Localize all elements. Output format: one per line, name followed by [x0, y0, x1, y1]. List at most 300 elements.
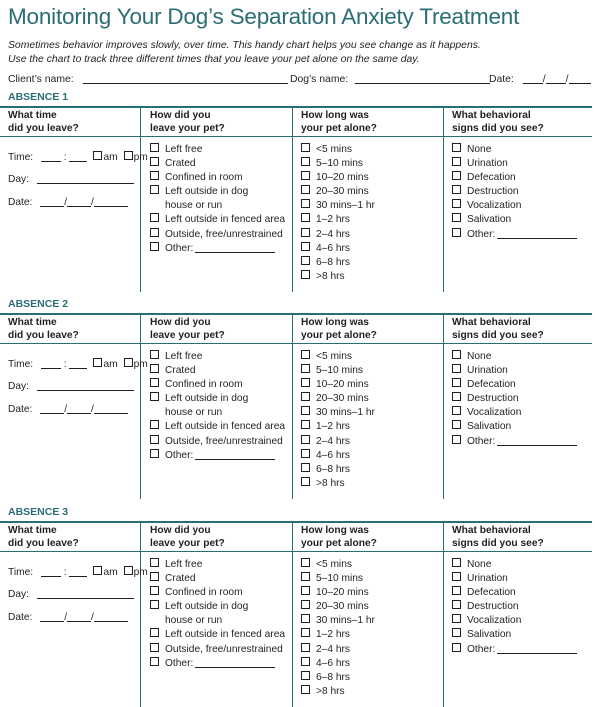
header-line: How did you	[150, 317, 211, 328]
checkbox[interactable]	[301, 477, 310, 486]
pm-checkbox[interactable]	[124, 151, 133, 160]
header-line: How did you	[150, 110, 211, 121]
other-field[interactable]	[195, 243, 275, 253]
checkbox[interactable]	[301, 435, 310, 444]
checkbox[interactable]	[150, 185, 159, 194]
header-line: leave your pet?	[150, 537, 225, 549]
option-item[interactable]	[150, 213, 285, 227]
other-field[interactable]	[195, 450, 275, 460]
checkbox[interactable]	[452, 614, 461, 623]
time-header	[8, 525, 79, 550]
option-item[interactable]	[301, 270, 375, 284]
option-label: Other:	[467, 435, 496, 447]
how-options	[150, 350, 285, 463]
checkbox[interactable]	[301, 228, 310, 237]
header-line: What time	[8, 525, 57, 536]
checkbox[interactable]	[301, 558, 310, 567]
checkbox[interactable]	[150, 350, 159, 359]
option-item[interactable]	[150, 420, 285, 434]
other-field[interactable]	[195, 658, 275, 668]
option-item[interactable]	[150, 157, 285, 171]
checkbox[interactable]	[301, 586, 310, 595]
option-label: 20–30 mins	[316, 393, 369, 405]
checkbox[interactable]	[301, 350, 310, 359]
option-item[interactable]	[452, 143, 577, 157]
option-item[interactable]	[452, 350, 577, 364]
checkbox[interactable]	[301, 600, 310, 609]
sign-options	[452, 143, 577, 242]
option-item[interactable]	[301, 420, 375, 434]
checkbox[interactable]	[150, 558, 159, 567]
option-item[interactable]	[150, 614, 285, 628]
option-label: Left free	[165, 144, 203, 155]
dog-name-label: Dog’s name:	[290, 74, 349, 85]
section-rule	[0, 313, 592, 315]
option-label: 5–10 mins	[316, 365, 364, 377]
option-label: 5–10 mins	[316, 158, 364, 170]
checkbox[interactable]	[452, 572, 461, 581]
how-header	[150, 317, 225, 342]
option-item[interactable]	[301, 477, 375, 491]
other-field[interactable]	[497, 229, 577, 239]
leave-month-field[interactable]	[40, 196, 64, 207]
option-item[interactable]	[452, 364, 577, 378]
am-label: am	[103, 152, 118, 163]
leave-year-field[interactable]	[94, 403, 128, 414]
checkbox[interactable]	[452, 199, 461, 208]
option-label: None	[467, 351, 492, 362]
header-rule	[293, 136, 443, 137]
sign-options	[452, 558, 577, 657]
option-label: house or run	[165, 200, 223, 212]
option-item[interactable]	[452, 199, 577, 213]
checkbox[interactable]	[301, 406, 310, 415]
option-item[interactable]	[452, 228, 577, 242]
time-hour-field[interactable]	[41, 358, 61, 369]
option-label: 4–6 hrs	[316, 657, 350, 669]
header-line: What time	[8, 317, 57, 328]
checkbox[interactable]	[301, 420, 310, 429]
header-rule	[293, 343, 443, 344]
time-hour-field[interactable]	[41, 566, 61, 577]
checkbox[interactable]	[301, 614, 310, 623]
checkbox[interactable]	[452, 628, 461, 637]
option-label: Confined in room	[165, 172, 243, 184]
option-item[interactable]	[301, 242, 375, 256]
option-item[interactable]	[150, 392, 285, 406]
checkbox[interactable]	[301, 378, 310, 387]
option-item[interactable]	[452, 572, 577, 586]
option-item[interactable]	[452, 157, 577, 171]
option-item[interactable]	[452, 213, 577, 227]
day-field[interactable]	[37, 380, 134, 391]
duration-header	[301, 317, 377, 342]
checkbox[interactable]	[150, 143, 159, 152]
option-label: >8 hrs	[316, 270, 345, 282]
option-item[interactable]	[150, 242, 285, 256]
option-item[interactable]	[301, 628, 375, 642]
duration-header	[301, 525, 377, 550]
option-item[interactable]	[301, 157, 375, 171]
option-label: Vocalization	[467, 407, 522, 419]
leave-day-field[interactable]	[67, 403, 91, 414]
checkbox[interactable]	[452, 600, 461, 609]
option-item[interactable]	[150, 558, 285, 572]
date-slash: /	[64, 197, 68, 208]
option-label: 5–10 mins	[316, 573, 364, 585]
other-field[interactable]	[497, 644, 577, 654]
duration-header	[301, 110, 377, 135]
option-label: Left free	[165, 351, 203, 362]
option-item[interactable]	[150, 143, 285, 157]
option-label: 6–8 hrs	[316, 256, 350, 268]
dog-name-row	[290, 73, 490, 85]
header-line: your pet alone?	[301, 537, 377, 549]
option-label: 6–8 hrs	[316, 463, 350, 475]
option-item[interactable]	[301, 657, 375, 671]
option-label: Left outside in fenced area	[165, 421, 286, 433]
header-line: How long was	[301, 110, 369, 121]
intro-line-2: Use the chart to track three different times that you leave your pet alone on the same day.	[8, 54, 420, 65]
checkbox[interactable]	[301, 643, 310, 652]
date-label: Date:	[489, 74, 514, 85]
option-label: Confined in room	[165, 379, 243, 391]
option-item[interactable]	[452, 600, 577, 614]
option-label: 2–4 hrs	[316, 228, 350, 240]
option-item[interactable]	[452, 378, 577, 392]
option-label: None	[467, 559, 492, 570]
day-field[interactable]	[37, 173, 134, 184]
option-item[interactable]	[150, 378, 285, 392]
checkbox[interactable]	[452, 378, 461, 387]
option-item[interactable]	[301, 614, 375, 628]
dog-name-field[interactable]	[355, 73, 490, 84]
checkbox[interactable]	[150, 449, 159, 458]
date-slash: /	[565, 74, 569, 85]
option-item[interactable]	[301, 213, 375, 227]
header-rule	[444, 343, 592, 344]
option-item[interactable]	[150, 449, 285, 463]
pm-checkbox[interactable]	[124, 358, 133, 367]
checkbox[interactable]	[452, 406, 461, 415]
header-line: your pet alone?	[301, 122, 377, 134]
option-item[interactable]	[301, 463, 375, 477]
option-label: Defecation	[467, 379, 516, 391]
checkbox[interactable]	[301, 449, 310, 458]
time-minute-field[interactable]	[69, 358, 87, 369]
header-line: leave your pet?	[150, 329, 225, 341]
option-item[interactable]	[301, 378, 375, 392]
option-label: Defecation	[467, 172, 516, 184]
option-item[interactable]	[301, 600, 375, 614]
option-item[interactable]	[301, 185, 375, 199]
option-label: >8 hrs	[316, 685, 345, 697]
checkbox[interactable]	[150, 657, 159, 666]
duration-options	[301, 558, 375, 699]
option-item[interactable]	[301, 558, 375, 572]
checkbox[interactable]	[301, 242, 310, 251]
leave-date-label: Date:	[8, 197, 33, 208]
checkbox[interactable]	[150, 586, 159, 595]
date-slash: /	[64, 612, 68, 623]
option-item[interactable]	[301, 449, 375, 463]
checkbox[interactable]	[301, 392, 310, 401]
option-item[interactable]	[452, 643, 577, 657]
checkbox[interactable]	[150, 213, 159, 222]
option-item[interactable]	[150, 600, 285, 614]
header-rule	[141, 551, 292, 552]
absence-section	[0, 91, 600, 291]
checkbox[interactable]	[452, 586, 461, 595]
checkbox[interactable]	[150, 171, 159, 180]
option-label: 4–6 hrs	[316, 242, 350, 254]
checkbox[interactable]	[452, 350, 461, 359]
option-item[interactable]	[452, 435, 577, 449]
option-label: 6–8 hrs	[316, 671, 350, 683]
option-item[interactable]	[301, 643, 375, 657]
option-item[interactable]	[301, 228, 375, 242]
option-label: 2–4 hrs	[316, 643, 350, 655]
day-label: Day:	[8, 589, 29, 600]
checkbox[interactable]	[150, 242, 159, 251]
signs-header	[452, 525, 544, 550]
header-rule	[444, 136, 592, 137]
option-item[interactable]	[452, 171, 577, 185]
leave-date-row	[8, 403, 128, 415]
checkbox[interactable]	[301, 199, 310, 208]
am-checkbox[interactable]	[93, 151, 102, 160]
checkbox[interactable]	[150, 392, 159, 401]
absence-title: ABSENCE 3	[8, 506, 69, 518]
header-rule	[0, 136, 140, 137]
checkbox[interactable]	[301, 270, 310, 279]
header-rule	[293, 551, 443, 552]
option-label: Vocalization	[467, 200, 522, 212]
option-item[interactable]	[301, 685, 375, 699]
am-checkbox[interactable]	[93, 358, 102, 367]
option-item[interactable]	[452, 586, 577, 600]
header-line: signs did you see?	[452, 329, 544, 341]
time-hour-field[interactable]	[41, 151, 61, 162]
day-row	[8, 380, 134, 392]
checkbox[interactable]	[452, 420, 461, 429]
am-label: am	[103, 359, 118, 370]
checkbox[interactable]	[301, 171, 310, 180]
option-item[interactable]	[150, 199, 285, 213]
option-item[interactable]	[452, 392, 577, 406]
date-slash: /	[64, 404, 68, 415]
checkbox[interactable]	[301, 185, 310, 194]
header-line: How long was	[301, 525, 369, 536]
option-item[interactable]	[150, 657, 285, 671]
option-item[interactable]	[150, 435, 285, 449]
checkbox[interactable]	[452, 213, 461, 222]
checkbox[interactable]	[452, 392, 461, 401]
day-label: Day:	[8, 174, 29, 185]
checkbox[interactable]	[150, 157, 159, 166]
section-rule	[0, 521, 592, 523]
checkbox[interactable]	[452, 185, 461, 194]
leave-date-row	[8, 196, 128, 208]
checkbox[interactable]	[301, 463, 310, 472]
option-label: Destruction	[467, 393, 519, 405]
time-row	[8, 566, 148, 578]
checkbox[interactable]	[150, 572, 159, 581]
time-colon: :	[63, 359, 67, 370]
option-item[interactable]	[301, 572, 375, 586]
option-item[interactable]	[301, 586, 375, 600]
checkbox[interactable]	[301, 572, 310, 581]
option-item[interactable]	[150, 643, 285, 657]
client-name-field[interactable]	[83, 73, 288, 84]
option-label: Other:	[467, 228, 496, 240]
checkbox[interactable]	[301, 143, 310, 152]
duration-options	[301, 350, 375, 491]
header-line: What behavioral	[452, 317, 531, 328]
am-checkbox[interactable]	[93, 566, 102, 575]
option-item[interactable]	[301, 350, 375, 364]
checkbox[interactable]	[150, 435, 159, 444]
option-item[interactable]	[301, 256, 375, 270]
checkbox[interactable]	[150, 600, 159, 609]
checkbox[interactable]	[452, 643, 461, 652]
option-item[interactable]	[301, 406, 375, 420]
option-label: Crated	[165, 573, 196, 585]
date-year-field[interactable]	[569, 73, 591, 84]
time-header	[8, 317, 79, 342]
option-item[interactable]	[301, 171, 375, 185]
checkbox[interactable]	[301, 157, 310, 166]
client-name-label: Client’s name:	[8, 74, 74, 85]
checkbox[interactable]	[452, 228, 461, 237]
option-label: <5 mins	[316, 144, 352, 155]
sign-options	[452, 350, 577, 449]
pm-label: pm	[133, 567, 148, 578]
checkbox[interactable]	[301, 213, 310, 222]
checkbox[interactable]	[452, 157, 461, 166]
leave-month-field[interactable]	[40, 403, 64, 414]
option-label: house or run	[165, 615, 223, 627]
checkbox[interactable]	[150, 420, 159, 429]
leave-month-field[interactable]	[40, 611, 64, 622]
checkbox[interactable]	[301, 364, 310, 373]
option-item[interactable]	[452, 614, 577, 628]
header-line: did you leave?	[8, 122, 79, 134]
checkbox[interactable]	[150, 364, 159, 373]
option-item[interactable]	[301, 392, 375, 406]
option-label: Urination	[467, 158, 508, 170]
duration-options	[301, 143, 375, 284]
option-item[interactable]	[452, 185, 577, 199]
page-title: Monitoring Your Dog’s Separation Anxiety Treatment	[8, 4, 520, 29]
option-item[interactable]	[452, 406, 577, 420]
pm-label: pm	[133, 359, 148, 370]
time-minute-field[interactable]	[69, 566, 87, 577]
checkbox[interactable]	[301, 657, 310, 666]
option-label: 10–20 mins	[316, 172, 369, 184]
leave-date-label: Date:	[8, 404, 33, 415]
option-item[interactable]	[301, 199, 375, 213]
time-row	[8, 151, 148, 163]
time-colon: :	[63, 567, 67, 578]
checkbox[interactable]	[150, 228, 159, 237]
checkbox[interactable]	[150, 628, 159, 637]
leave-day-field[interactable]	[67, 196, 91, 207]
option-item[interactable]	[150, 628, 285, 642]
option-item[interactable]	[150, 350, 285, 364]
header-rule	[141, 343, 292, 344]
signs-header	[452, 110, 544, 135]
option-item[interactable]	[452, 628, 577, 642]
checkbox[interactable]	[452, 364, 461, 373]
time-minute-field[interactable]	[69, 151, 87, 162]
header-line: What behavioral	[452, 525, 531, 536]
am-label: am	[103, 567, 118, 578]
checkbox[interactable]	[301, 671, 310, 680]
date-month-field[interactable]	[523, 73, 543, 84]
checkbox[interactable]	[301, 256, 310, 265]
option-label: 4–6 hrs	[316, 449, 350, 461]
header-line: How did you	[150, 525, 211, 536]
option-item[interactable]	[150, 364, 285, 378]
header-line: What behavioral	[452, 110, 531, 121]
option-item[interactable]	[150, 586, 285, 600]
checkbox[interactable]	[452, 143, 461, 152]
how-options	[150, 143, 285, 256]
option-label: None	[467, 144, 492, 155]
other-field[interactable]	[497, 436, 577, 446]
option-label: house or run	[165, 407, 223, 419]
option-item[interactable]	[452, 420, 577, 434]
checkbox[interactable]	[452, 558, 461, 567]
checkbox[interactable]	[301, 628, 310, 637]
option-label: Destruction	[467, 601, 519, 613]
option-item[interactable]	[301, 364, 375, 378]
option-item[interactable]	[150, 171, 285, 185]
option-item[interactable]	[150, 185, 285, 199]
checkbox[interactable]	[452, 435, 461, 444]
option-label: Left outside in dog	[165, 601, 249, 613]
option-item[interactable]	[301, 143, 375, 157]
checkbox[interactable]	[150, 643, 159, 652]
how-header	[150, 110, 225, 135]
leave-day-field[interactable]	[67, 611, 91, 622]
option-label: Urination	[467, 365, 508, 377]
leave-year-field[interactable]	[94, 611, 128, 622]
leave-year-field[interactable]	[94, 196, 128, 207]
option-label: Other:	[165, 657, 194, 669]
checkbox[interactable]	[301, 685, 310, 694]
option-item[interactable]	[301, 435, 375, 449]
option-label: Left outside in dog	[165, 393, 249, 405]
option-label: 1–2 hrs	[316, 214, 350, 226]
option-label: 20–30 mins	[316, 601, 369, 613]
pm-checkbox[interactable]	[124, 566, 133, 575]
option-item[interactable]	[150, 406, 285, 420]
date-day-field[interactable]	[546, 73, 566, 84]
day-field[interactable]	[37, 588, 134, 599]
option-item[interactable]	[150, 228, 285, 242]
time-label: Time:	[8, 359, 34, 370]
option-item[interactable]	[301, 671, 375, 685]
absence-title: ABSENCE 1	[8, 91, 69, 103]
checkbox[interactable]	[150, 378, 159, 387]
checkbox[interactable]	[452, 171, 461, 180]
header-line: signs did you see?	[452, 537, 544, 549]
option-item[interactable]	[150, 572, 285, 586]
option-item[interactable]	[452, 558, 577, 572]
date-row	[489, 73, 591, 85]
